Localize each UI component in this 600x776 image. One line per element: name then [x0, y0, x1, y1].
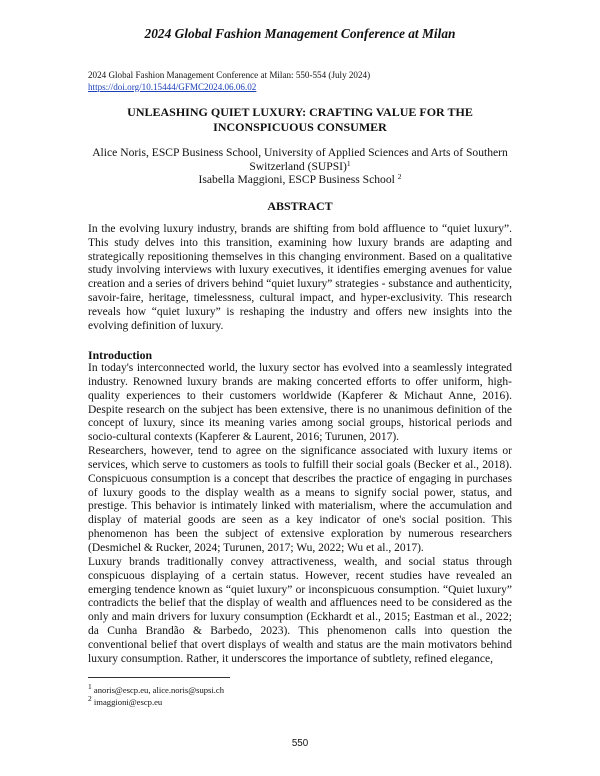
- page-number: 550: [291, 738, 309, 749]
- paragraph: Researchers, however, tend to agree on the significance associated with luxury items or services, which serve to customers as tools to fulfill their social goals (Becker et al., 2018). Conspicuous consumption is a concept that describes the practice of engaging in purchases of luxury goods to the display wealth as a means to signify social power, status, and prestige. This behavior is intimately linked with materialism, where the accumulation and display of material goods are seen as a key indicator of one's social position. This phenomenon has been the subject of extensive exploration by numerous researchers (Desmichel & Rucker, 2024; Turunen, 2017; Wu, 2022; Wu et al., 2017).: [88, 445, 512, 554]
- citation-line: 2024 Global Fashion Management Conference at Milan: 550-554 (July 2024): [88, 70, 371, 80]
- abstract-heading: ABSTRACT: [267, 199, 333, 213]
- paragraph: In today's interconnected world, the luxury sector has evolved into a seamlessly integrated industry. Renowned luxury brands are making concerted efforts to offer uniform, high-quality experiences to their customers worldwide (Kapferer & Michaut Anne, 2016). Despite research on the subject has been extensive, there is no unanimous definition of the concept of luxury, since its meaning varies among social groups, historical periods and socio-cultural contexts (Kapferer & Laurent, 2016; Turunen, 2017).: [88, 362, 512, 444]
- footnote-ref-2: 2: [397, 172, 402, 181]
- doi-link[interactable]: https://doi.org/10.15444/GFMC2024.06.06.02: [88, 81, 257, 92]
- footnote-2-mark: 2: [88, 693, 92, 703]
- citation-block: [88, 70, 370, 93]
- footnotes: [88, 682, 225, 708]
- author-2-name: Isabella Maggioni, ESCP Business School: [198, 173, 395, 186]
- footnote-2-text: imaggioni@escp.eu: [93, 696, 163, 707]
- paper-title: [60, 105, 540, 134]
- title-line-2: INCONSPICUOUS CONSUMER: [213, 119, 387, 134]
- footnote-1: [88, 682, 225, 697]
- introduction-body: [88, 362, 512, 667]
- abstract-text: In the evolving luxury industry, brands are shifting from bold affluence to “quiet luxury”. This study delves into this transition, examining how luxury brands are adapting and strategically repositioning themselves in this changing environment. Based on a qualitative study involving interviews with luxury executives, it identifies emerging avenues for value creation and a series of drivers behind “quiet luxury” strategies - substance and authenticity, savoir-faire, heritage, timelessness, cultural impact, and hyper-exclusivity. This research reveals how “quiet luxury” is reshaping the industry and offers new insights into the evolving definition of luxury.: [88, 223, 512, 332]
- footnote-2: [88, 693, 224, 709]
- introduction-heading: Introduction: [88, 348, 153, 362]
- author-1: [70, 146, 530, 173]
- authors-block: [70, 146, 530, 187]
- footnote-1-text: anoris@escp.eu, alice.noris@supsi.ch: [93, 685, 225, 695]
- author-2: [70, 173, 530, 187]
- footnote-1-mark: 1: [88, 682, 92, 691]
- title-line-1: UNLEASHING QUIET LUXURY: CRAFTING VALUE FOR THE: [127, 105, 473, 119]
- conference-header: 2024 Global Fashion Management Conference at Milan: [144, 26, 456, 41]
- footnote-ref-1: 1: [346, 158, 351, 168]
- footnote-divider: [88, 677, 230, 678]
- author-1-name: Alice Noris, ESCP Business School, University of Applied Sciences and Arts of Southern Switzerland (SUPSI): [92, 146, 508, 173]
- paragraph: Luxury brands traditionally convey attractiveness, wealth, and social status through conspicuous displaying of a certain status. However, recent studies have revealed an emerging tendence known as “quiet luxury” or inconspicuous consumption. “Quiet luxury” contradicts the belief that the display of wealth and affluences need to be considered as the only and main drivers for luxury consumption (Eckhardt et al., 2015; Eastman et al., 2022; da Cunha Brandão & Barbedo, 2023). This phenomenon calls into question the conventional belief that overt displays of wealth and status are the main motivators behind luxury consumption. Rather, it underscores the importance of subtlety, refined elegance,: [88, 555, 512, 665]
